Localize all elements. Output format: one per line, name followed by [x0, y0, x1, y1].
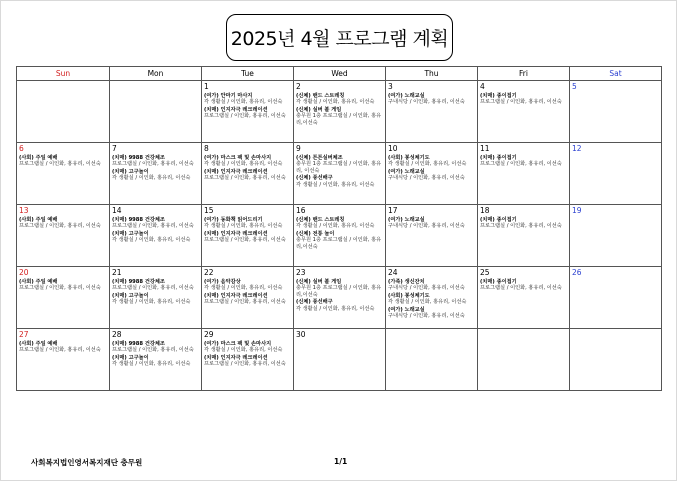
- day-number: 11: [480, 144, 490, 153]
- calendar-day-cell: [386, 143, 478, 205]
- event-location-staff: 각 생활실 / 이인화, 홍유리, 이선숙: [296, 305, 375, 312]
- event-title: (여가) 마스크 팩 및 손마사지: [204, 155, 272, 161]
- event-location-staff: 각 생활실 / 이인화, 홍유리, 이선숙: [204, 99, 283, 106]
- calendar-day-cell: [294, 205, 386, 267]
- event-title: (여가) 안마기 마사지: [204, 93, 253, 99]
- calendar-day-cell: [386, 81, 478, 143]
- day-number: 3: [388, 82, 393, 91]
- event-location-staff: 각 생활실 / 이인화, 홍유리, 이선숙: [388, 161, 467, 168]
- event-title: (치매) 인지자극 레크레이션: [204, 354, 268, 361]
- calendar-day-cell: [294, 267, 386, 329]
- event-title: (사회) 봉성체기도: [388, 155, 430, 161]
- event-location-staff: 각 생활실 / 이인화, 홍유리, 이선숙: [112, 237, 191, 244]
- event-location-staff: 충무원 1층 프로그램실 / 이인화, 홍유리, 이선숙: [296, 161, 382, 174]
- event-location-staff: 프로그램실 / 이인화, 홍유리, 이선숙: [112, 223, 194, 230]
- calendar-day-cell: [570, 329, 662, 391]
- calendar-day-cell: [110, 267, 202, 329]
- event-title: (치매) 인지자극 레크레이션: [204, 168, 268, 175]
- calendar-day-cell: [17, 267, 110, 329]
- event-title: (사회) 봉성체기도: [388, 292, 430, 299]
- calendar-day-cell: [110, 329, 202, 391]
- event-title: (치매) 종이접기: [480, 93, 517, 99]
- event-location-staff: 각 생활실 / 이인화, 홍유리, 이선숙: [296, 223, 375, 230]
- day-number: 2: [296, 82, 301, 91]
- event-title: (치매) 인지자극 레크레이션: [204, 292, 268, 299]
- event-title: (신체) 튼튼실버체조: [296, 155, 343, 161]
- event-location-staff: 프로그램실 / 이인화, 홍유리, 이선숙: [204, 237, 286, 244]
- event-location-staff: 프로그램실 / 이인화, 홍유리, 이선숙: [480, 99, 562, 106]
- event-location-staff: 구내식당 / 이인화, 홍유리, 이선숙: [388, 99, 465, 106]
- weekday-header-thu: Thu: [386, 67, 478, 81]
- day-number: 5: [572, 82, 577, 91]
- calendar-day-cell: [478, 81, 570, 143]
- event-title: (치매) 종이접기: [480, 155, 517, 161]
- weekday-header-tue: Tue: [202, 67, 294, 81]
- event-title: (여가) 마스크 팩 및 손마사지: [204, 341, 272, 347]
- event-title: (신체) 밴드 스트레칭: [296, 93, 345, 99]
- day-number: 7: [112, 144, 117, 153]
- calendar-day-cell: [110, 143, 202, 205]
- event-title: (치매) 인지자극 레크레이션: [204, 106, 268, 113]
- event-location-staff: 프로그램실 / 이인화, 홍유리, 이선숙: [204, 299, 286, 306]
- day-number: 16: [296, 206, 306, 215]
- day-number: 14: [112, 206, 122, 215]
- day-number: 17: [388, 206, 398, 215]
- event-location-staff: 각 생활실 / 이인화, 홍유리, 이선숙: [112, 175, 191, 182]
- day-number: 20: [19, 268, 29, 277]
- event-location-staff: 각 생활실 / 이인화, 홍유리, 이선숙: [388, 299, 467, 306]
- day-number: 15: [204, 206, 214, 215]
- day-number: 10: [388, 144, 398, 153]
- event-title: (여가) 음악감상: [204, 279, 241, 285]
- event-title: (여가) 노래교실: [388, 306, 425, 313]
- event-title: (치매) 종이접기: [480, 279, 517, 285]
- event-title: (신체) 전통 놀이: [296, 230, 335, 237]
- event-title: (치매) 9988 건강체조: [112, 155, 165, 161]
- calendar-day-cell: [110, 81, 202, 143]
- day-number: 4: [480, 82, 485, 91]
- event-location-staff: 각 생활실 / 이인화, 홍유리, 이선숙: [296, 99, 375, 106]
- event-location-staff: 각 생활실 / 이인화, 홍유리, 이선숙: [112, 299, 191, 306]
- event-title: (치매) 인지자극 레크레이션: [204, 230, 268, 237]
- calendar-day-cell: [17, 205, 110, 267]
- day-number: 1: [204, 82, 209, 91]
- day-number: 22: [204, 268, 214, 277]
- day-number: 23: [296, 268, 306, 277]
- footer-organization: 사회복지법인영서복지재단 충무원: [31, 458, 143, 467]
- event-title: (신체) 밴드 스트레칭: [296, 217, 345, 223]
- event-title: (사회) 주일 예배: [19, 279, 58, 285]
- weekday-header-sat: Sat: [570, 67, 662, 81]
- day-number: 6: [19, 144, 24, 153]
- weekday-header-fri: Fri: [478, 67, 570, 81]
- calendar-day-cell: [17, 329, 110, 391]
- calendar-day-cell: [478, 267, 570, 329]
- event-title: (여가) 노래교실: [388, 217, 425, 223]
- day-number: 8: [204, 144, 209, 153]
- event-location-staff: 프로그램실 / 이인화, 홍유리, 이선숙: [19, 223, 101, 230]
- day-number: 30: [296, 330, 306, 339]
- event-location-staff: 각 생활실 / 이인화, 홍유리, 이선숙: [204, 285, 283, 292]
- calendar-day-cell: [478, 205, 570, 267]
- event-location-staff: 구내식당 / 이인화, 홍유리, 이선숙: [388, 175, 465, 182]
- event-location-staff: 프로그램실 / 이인화, 홍유리, 이선숙: [19, 161, 101, 168]
- weekday-header-wed: Wed: [294, 67, 386, 81]
- day-number: 12: [572, 144, 582, 153]
- event-location-staff: 프로그램실 / 이인화, 홍유리, 이선숙: [480, 223, 562, 230]
- event-location-staff: 충무원 1층 프로그램실 / 이인화, 홍유리,이선숙: [296, 237, 382, 250]
- event-title: (사회) 주일 예배: [19, 341, 58, 347]
- day-number: 25: [480, 268, 490, 277]
- calendar-day-cell: [202, 143, 294, 205]
- calendar-day-cell: [478, 329, 570, 391]
- calendar-table: [16, 66, 662, 391]
- event-location-staff: 프로그램실 / 이인화, 홍유리, 이선숙: [480, 285, 562, 292]
- weekday-header-row: [17, 67, 662, 81]
- event-location-staff: 프로그램실 / 이인화, 홍유리, 이선숙: [480, 161, 562, 168]
- event-location-staff: 각 생활실 / 이인화, 홍유리, 이선숙: [204, 223, 283, 230]
- event-title: (치매) 고구놀이: [112, 168, 149, 175]
- event-title: (여가) 노래교실: [388, 168, 425, 175]
- day-number: 13: [19, 206, 29, 215]
- calendar-day-cell: [202, 81, 294, 143]
- event-location-staff: 프로그램실 / 이인화, 홍유리, 이선숙: [19, 347, 101, 354]
- event-title: (여가) 동화책 읽어드리기: [204, 217, 263, 223]
- event-location-staff: 구내식당 / 이인화, 홍유리, 이선숙: [388, 313, 465, 320]
- event-title: (사회) 주일 예배: [19, 217, 58, 223]
- event-title: (신체) 실버 볼 게임: [296, 106, 342, 113]
- event-location-staff: 프로그램실 / 이인화, 홍유리, 이선숙: [112, 161, 194, 168]
- event-location-staff: 충무원 1층 프로그램실 / 이인화, 홍유리,이선숙: [296, 285, 382, 298]
- calendar-day-cell: [202, 205, 294, 267]
- calendar-day-cell: [570, 267, 662, 329]
- calendar-day-cell: [202, 267, 294, 329]
- day-number: 29: [204, 330, 214, 339]
- calendar-day-cell: [294, 81, 386, 143]
- event-title: (치매) 9988 건강체조: [112, 279, 165, 285]
- event-title: (가족) 생신잔치: [388, 279, 425, 285]
- calendar-day-cell: [17, 143, 110, 205]
- day-number: 26: [572, 268, 582, 277]
- event-location-staff: 각 생활실 / 이인화, 홍유리, 이선숙: [112, 361, 191, 368]
- event-location-staff: 프로그램실 / 이인화, 홍유리, 이선숙: [112, 285, 194, 292]
- calendar-day-cell: [294, 329, 386, 391]
- calendar-day-cell: [294, 143, 386, 205]
- page-title: 2025년 4월 프로그램 계획: [226, 14, 453, 61]
- event-title: (신체) 풍선배구: [296, 175, 333, 182]
- calendar-day-cell: [570, 81, 662, 143]
- calendar-week-row: [17, 267, 662, 329]
- event-location-staff: 프로그램실 / 이인화, 홍유리, 이선숙: [112, 347, 194, 354]
- day-number: 19: [572, 206, 582, 215]
- calendar-day-cell: [386, 205, 478, 267]
- calendar-week-row: [17, 205, 662, 267]
- event-title: (치매) 9988 건강체조: [112, 341, 165, 347]
- event-location-staff: 각 생활실 / 이인화, 홍유리, 이선숙: [204, 161, 283, 168]
- event-location-staff: 프로그램실 / 이인화, 홍유리, 이선숙: [204, 361, 286, 368]
- event-location-staff: 프로그램실 / 이인화, 홍유리, 이선숙: [204, 175, 286, 182]
- event-title: (치매) 9988 건강체조: [112, 217, 165, 223]
- calendar-body: [17, 81, 662, 391]
- calendar-day-cell: [570, 205, 662, 267]
- event-title: (여가) 노래교실: [388, 93, 425, 99]
- event-title: (치매) 고구놀이: [112, 292, 149, 299]
- event-title: (신체) 실버 볼 게임: [296, 279, 342, 285]
- weekday-header-sun: Sun: [17, 67, 110, 81]
- event-location-staff: 충무원 1층 프로그램실 / 이인화, 홍유리,이선숙: [296, 113, 382, 126]
- calendar-day-cell: [110, 205, 202, 267]
- event-title: (치매) 고구놀이: [112, 230, 149, 237]
- event-location-staff: 구내식당 / 이인화, 홍유리, 이선숙: [388, 223, 465, 230]
- footer-page-number: 1/1: [334, 457, 348, 466]
- weekday-header-mon: Mon: [110, 67, 202, 81]
- event-location-staff: 프로그램실 / 이인화, 홍유리, 이선숙: [19, 285, 101, 292]
- calendar-day-cell: [386, 329, 478, 391]
- event-location-staff: 구내식당 / 이인화, 홍유리, 이선숙: [388, 285, 465, 292]
- event-location-staff: 각 생활실 / 이인화, 홍유리, 이선숙: [204, 347, 283, 354]
- event-title: (치매) 고구놀이: [112, 354, 149, 361]
- day-number: 18: [480, 206, 490, 215]
- calendar-week-row: [17, 143, 662, 205]
- day-number: 24: [388, 268, 398, 277]
- calendar-day-cell: [478, 143, 570, 205]
- calendar-week-row: [17, 81, 662, 143]
- day-number: 28: [112, 330, 122, 339]
- day-number: 27: [19, 330, 29, 339]
- event-title: (사회) 주일 예배: [19, 155, 58, 161]
- event-title: (치매) 종이접기: [480, 217, 517, 223]
- calendar-day-cell: [386, 267, 478, 329]
- event-title: (신체) 풍선배구: [296, 299, 333, 306]
- calendar-day-cell: [17, 81, 110, 143]
- calendar-day-cell: [570, 143, 662, 205]
- event-location-staff: 프로그램실 / 이인화, 홍유리, 이선숙: [204, 113, 286, 120]
- calendar-day-cell: [202, 329, 294, 391]
- day-number: 9: [296, 144, 301, 153]
- calendar-week-row: [17, 329, 662, 391]
- event-location-staff: 각 생활실 / 이인화, 홍유리, 이선숙: [296, 181, 375, 188]
- day-number: 21: [112, 268, 122, 277]
